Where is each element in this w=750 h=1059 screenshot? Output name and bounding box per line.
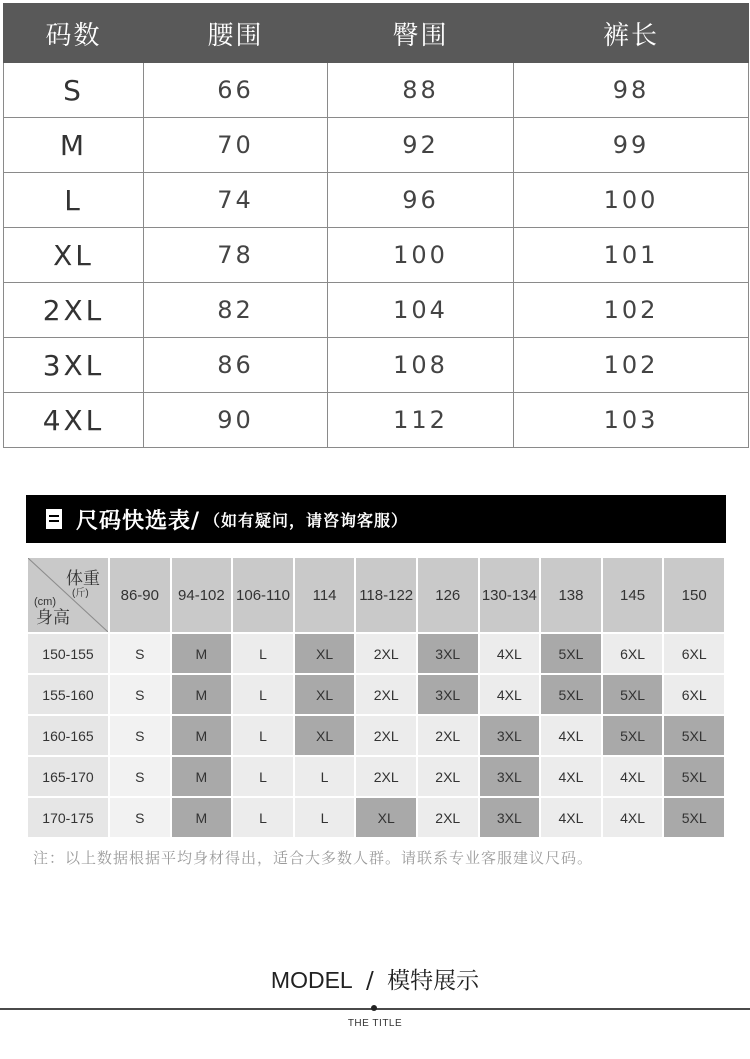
table-row bbox=[4, 338, 749, 393]
size-quick-chart bbox=[26, 556, 726, 839]
size-cell: 6XL bbox=[603, 634, 663, 673]
size-chart-title: 尺码快选表/ bbox=[76, 508, 201, 534]
measurement-cell: 86 bbox=[144, 338, 328, 393]
size-cell: S bbox=[110, 634, 170, 673]
size-cell: L bbox=[233, 757, 293, 796]
size-cell: 2XL bbox=[356, 634, 416, 673]
size-cell: L bbox=[295, 757, 355, 796]
height-unit: (cm) bbox=[34, 596, 56, 608]
table-header-row bbox=[4, 4, 749, 63]
measurement-cell: 78 bbox=[144, 228, 328, 283]
table-row bbox=[4, 283, 749, 338]
size-cell: 3XL bbox=[480, 757, 540, 796]
size-chart-row bbox=[28, 634, 724, 673]
size-cell: 2XL bbox=[4, 283, 144, 338]
measurement-cell: 99 bbox=[514, 118, 749, 173]
size-chart-subtitle: （如有疑问，请咨询客服） bbox=[204, 510, 409, 530]
size-note: 注：以上数据根据平均身材得出，适合大多数人群。请联系专业客服建议尺码。 bbox=[33, 849, 594, 867]
weight-header-cell: 130-134 bbox=[480, 558, 540, 632]
model-title-sep: / bbox=[366, 968, 374, 994]
measurement-cell: 70 bbox=[144, 118, 328, 173]
size-cell: L bbox=[4, 173, 144, 228]
table-row bbox=[4, 63, 749, 118]
size-cell: 2XL bbox=[418, 716, 478, 755]
size-cell: 3XL bbox=[480, 798, 540, 837]
size-cell: M bbox=[172, 757, 232, 796]
size-cell: 4XL bbox=[603, 798, 663, 837]
measurement-cell: 102 bbox=[514, 338, 749, 393]
size-cell: 2XL bbox=[356, 675, 416, 714]
size-cell: 5XL bbox=[664, 798, 724, 837]
size-cell: S bbox=[4, 63, 144, 118]
the-title-caption: THE TITLE bbox=[347, 1018, 403, 1029]
measurement-cell: 66 bbox=[144, 63, 328, 118]
height-cell: 170-175 bbox=[28, 798, 108, 837]
size-cell: M bbox=[172, 798, 232, 837]
document-icon bbox=[46, 509, 62, 529]
measurement-cell: 100 bbox=[328, 228, 514, 283]
measurement-cell: 103 bbox=[514, 393, 749, 448]
header-waist: 腰围 bbox=[144, 4, 328, 63]
weight-header-row bbox=[28, 558, 724, 632]
weight-label: 体重 bbox=[66, 569, 100, 588]
size-chart-title-bar bbox=[26, 495, 726, 543]
size-cell: 3XL bbox=[480, 716, 540, 755]
header-size: 码数 bbox=[4, 4, 144, 63]
size-chart-row bbox=[28, 675, 724, 714]
size-cell: 4XL bbox=[480, 634, 540, 673]
measurement-cell: 101 bbox=[514, 228, 749, 283]
size-cell: L bbox=[233, 798, 293, 837]
table-row bbox=[4, 173, 749, 228]
size-cell: 4XL bbox=[541, 798, 601, 837]
weight-header-cell: 150 bbox=[664, 558, 724, 632]
measurement-cell: 96 bbox=[328, 173, 514, 228]
size-chart-row bbox=[28, 716, 724, 755]
measurement-cell: 74 bbox=[144, 173, 328, 228]
height-cell: 160-165 bbox=[28, 716, 108, 755]
size-cell: L bbox=[233, 675, 293, 714]
measurement-cell: 90 bbox=[144, 393, 328, 448]
size-cell: XL bbox=[356, 798, 416, 837]
table-row bbox=[4, 393, 749, 448]
size-cell: 6XL bbox=[664, 675, 724, 714]
size-cell: M bbox=[4, 118, 144, 173]
size-cell: 4XL bbox=[541, 716, 601, 755]
size-cell: 4XL bbox=[541, 757, 601, 796]
weight-header-cell: 106-110 bbox=[233, 558, 293, 632]
measurement-cell: 112 bbox=[328, 393, 514, 448]
size-cell: 5XL bbox=[541, 675, 601, 714]
size-cell: XL bbox=[295, 634, 355, 673]
weight-header-cell: 118-122 bbox=[356, 558, 416, 632]
corner-cell bbox=[28, 558, 108, 632]
model-title-en: MODEL bbox=[270, 967, 353, 993]
size-chart-row bbox=[28, 798, 724, 837]
measurement-cell: 92 bbox=[328, 118, 514, 173]
size-cell: 5XL bbox=[541, 634, 601, 673]
size-measurement-table bbox=[3, 3, 749, 448]
size-cell: 3XL bbox=[418, 634, 478, 673]
size-cell: S bbox=[110, 798, 170, 837]
size-cell: S bbox=[110, 675, 170, 714]
table-row bbox=[4, 228, 749, 283]
size-cell: 4XL bbox=[480, 675, 540, 714]
size-cell: S bbox=[110, 757, 170, 796]
measurement-cell: 102 bbox=[514, 283, 749, 338]
size-cell: 3XL bbox=[4, 338, 144, 393]
weight-header-cell: 126 bbox=[418, 558, 478, 632]
size-cell: 5XL bbox=[664, 716, 724, 755]
header-length: 裤长 bbox=[514, 4, 749, 63]
size-cell: L bbox=[233, 634, 293, 673]
size-cell: 2XL bbox=[356, 757, 416, 796]
weight-header-cell: 94-102 bbox=[172, 558, 232, 632]
size-chart-row bbox=[28, 757, 724, 796]
size-cell: 5XL bbox=[603, 716, 663, 755]
weight-header-cell: 86-90 bbox=[110, 558, 170, 632]
size-cell: 4XL bbox=[603, 757, 663, 796]
weight-unit: (斤) bbox=[72, 588, 89, 599]
size-cell: M bbox=[172, 675, 232, 714]
height-cell: 150-155 bbox=[28, 634, 108, 673]
size-cell: S bbox=[110, 716, 170, 755]
height-cell: 155-160 bbox=[28, 675, 108, 714]
size-cell: 2XL bbox=[356, 716, 416, 755]
measurement-cell: 108 bbox=[328, 338, 514, 393]
size-cell: 5XL bbox=[603, 675, 663, 714]
size-cell: L bbox=[233, 716, 293, 755]
weight-header-cell: 138 bbox=[541, 558, 601, 632]
size-cell: 5XL bbox=[664, 757, 724, 796]
size-cell: 4XL bbox=[4, 393, 144, 448]
size-cell: XL bbox=[295, 716, 355, 755]
size-cell: 2XL bbox=[418, 757, 478, 796]
weight-header-cell: 145 bbox=[603, 558, 663, 632]
size-cell: L bbox=[295, 798, 355, 837]
table-row bbox=[4, 118, 749, 173]
measurement-cell: 100 bbox=[514, 173, 749, 228]
size-cell: 6XL bbox=[664, 634, 724, 673]
measurement-cell: 82 bbox=[144, 283, 328, 338]
size-cell: M bbox=[172, 716, 232, 755]
weight-header-cell: 114 bbox=[295, 558, 355, 632]
divider-dot bbox=[371, 1005, 377, 1011]
size-cell: 2XL bbox=[418, 798, 478, 837]
measurement-cell: 88 bbox=[328, 63, 514, 118]
size-cell: XL bbox=[4, 228, 144, 283]
measurement-cell: 98 bbox=[514, 63, 749, 118]
size-cell: M bbox=[172, 634, 232, 673]
height-cell: 165-170 bbox=[28, 757, 108, 796]
measurement-cell: 104 bbox=[328, 283, 514, 338]
size-cell: 3XL bbox=[418, 675, 478, 714]
size-cell: XL bbox=[295, 675, 355, 714]
model-title-cn: 模特展示 bbox=[387, 968, 480, 994]
header-hip: 臀围 bbox=[328, 4, 514, 63]
height-label: 身高 bbox=[36, 608, 70, 627]
model-title bbox=[0, 962, 750, 995]
